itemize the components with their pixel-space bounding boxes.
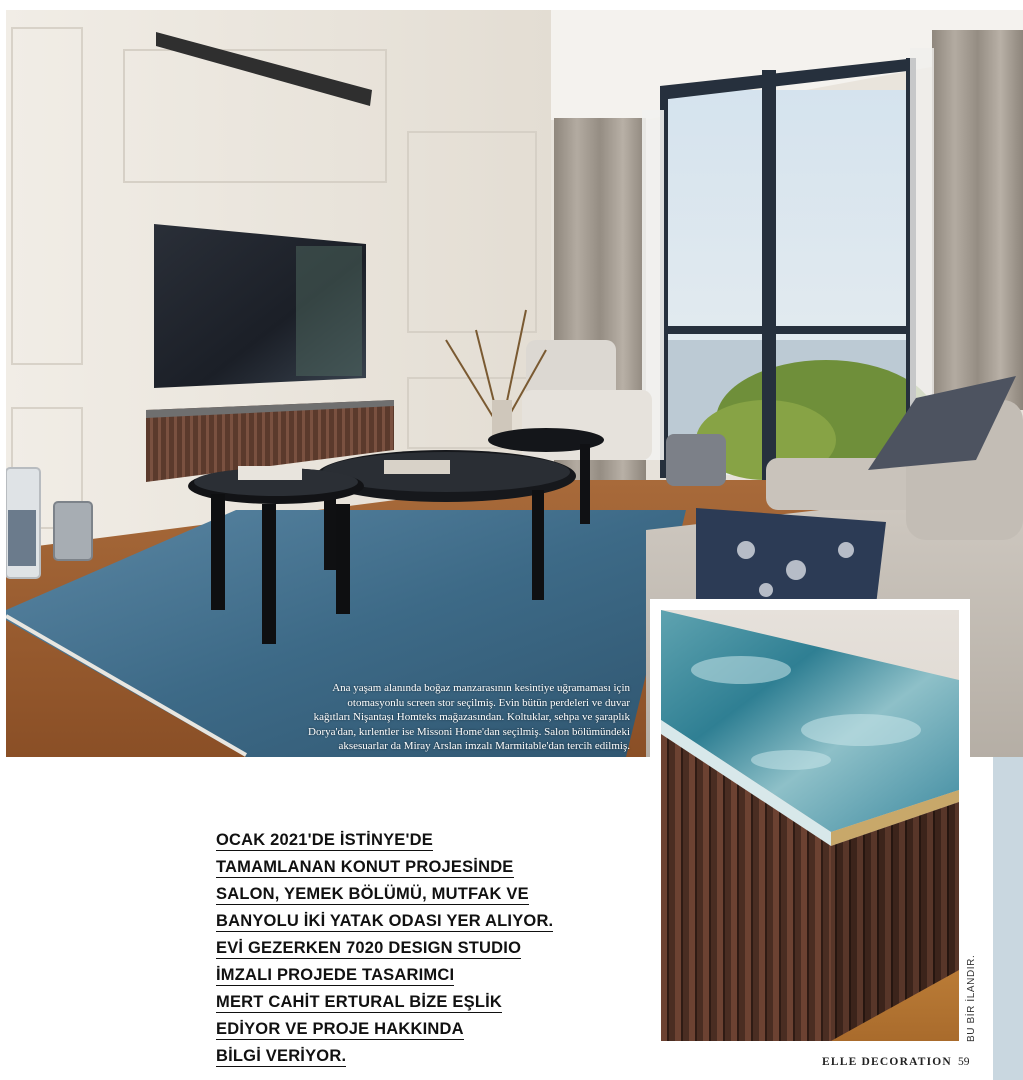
advertorial-notice: BU BİR İLANDIR.	[966, 954, 977, 1042]
page-number: 59	[957, 1056, 970, 1068]
caption-line: aksesuarlar da Miray Arslan imzalı Marmitable'dan tercih edilmiş.	[338, 740, 630, 753]
magazine-name: ELLE DECORATION	[822, 1056, 952, 1068]
headline-line: EVİ GEZERKEN 7020 DESIGN STUDIO	[216, 939, 522, 957]
headline-line: TAMAMLANAN KONUT PROJESİNDE	[216, 858, 514, 876]
headline-line: SALON, YEMEK BÖLÜMÜ, MUTFAK VE	[216, 885, 529, 903]
inset-photo-frame	[650, 599, 970, 1051]
headline-line: BİLGİ VERİYOR.	[216, 1047, 347, 1065]
headline-text	[216, 828, 626, 1071]
headline-line: İMZALI PROJEDE TASARIMCI	[216, 966, 455, 984]
caption-line: Dorya'dan, kırlentler ise Missoni Home'dan seçilmiş. Salon bölümündeki	[308, 725, 630, 738]
headline-line: BANYOLU İKİ YATAK ODASI YER ALIYOR.	[216, 912, 554, 930]
caption-line: Ana yaşam alanında boğaz manzarasının kesintiye uğramaması için	[332, 682, 630, 694]
caption-line: otomasyonlu screen stor seçilmiş. Evin bütün perdeleri ve duvar	[347, 696, 630, 709]
page-folio	[822, 1056, 969, 1068]
headline-line: OCAK 2021'DE İSTİNYE'DE	[216, 831, 433, 849]
headline-line: MERT CAHİT ERTURAL BİZE EŞLİK	[216, 993, 502, 1011]
console-detail-photo	[661, 610, 959, 1041]
headline-line: EDİYOR VE PROJE HAKKINDA	[216, 1020, 464, 1038]
caption-line: kağıtları Nişantaşı Homteks mağazasından. Koltuklar, sehpa ve şaraplık	[313, 711, 630, 724]
photo-caption	[186, 681, 630, 754]
